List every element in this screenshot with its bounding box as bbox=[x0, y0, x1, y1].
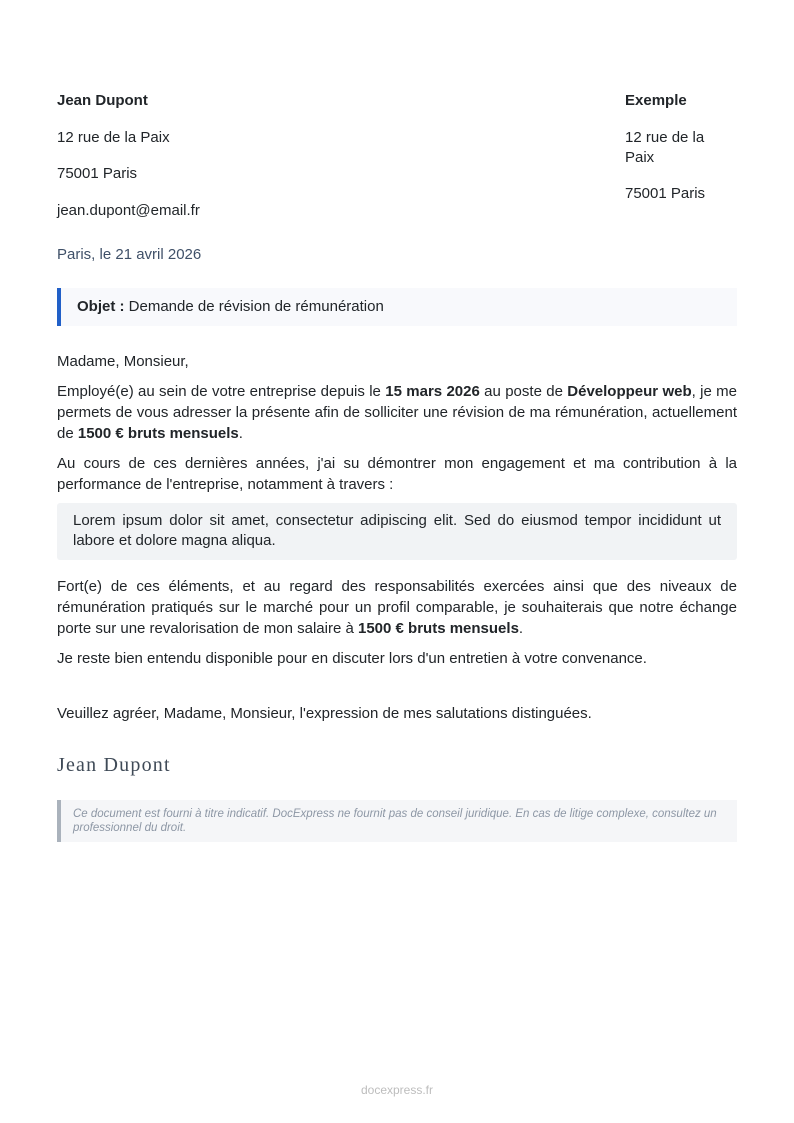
subject-label: Objet : bbox=[77, 297, 129, 315]
paragraph-request bbox=[57, 577, 737, 639]
p3-requested-salary: 1500 € bruts mensuels bbox=[358, 619, 519, 637]
disclaimer-text: Ce document est fourni à titre indicatif. DocExpress ne fournit pas de conseil juridique. En cas de litige complexe, consultez un professionnel du droit. bbox=[73, 807, 717, 834]
p1-job-title: Développeur web bbox=[567, 383, 692, 401]
paragraph-achievements-intro: Au cours de ces dernières années, j'ai su démontrer mon engagement et ma contribution à la performance de l'entreprise, notamment à travers : bbox=[57, 455, 737, 494]
salutation: Madame, Monsieur, bbox=[57, 352, 189, 370]
recipient-address-line1: 12 rue de la Paix bbox=[625, 128, 705, 166]
sender-name: Jean Dupont bbox=[57, 92, 148, 109]
sender-email: jean.dupont@email.fr bbox=[57, 201, 200, 219]
footer-site-label: docexpress.fr bbox=[360, 1083, 434, 1097]
p1-post: . bbox=[238, 424, 243, 442]
letter-header bbox=[57, 0, 737, 221]
subject-text: Demande de révision de rémunération bbox=[128, 297, 384, 315]
p3-post: . bbox=[518, 619, 524, 637]
paragraph-availability: Je reste bien entendu disponible pour en discuter lors d'un entretien à votre convenance. bbox=[57, 650, 647, 668]
closing-formula: Veuillez agréer, Madame, Monsieur, l'expression de mes salutations distinguées. bbox=[57, 704, 592, 722]
p1-mid1: au poste de bbox=[479, 383, 568, 401]
highlight-text: Lorem ipsum dolor sit amet, consectetur adipiscing elit. Sed do eiusmod tempor incididunt ut labore et dolore magna aliqua. bbox=[73, 511, 721, 550]
paragraph-introduction bbox=[57, 382, 737, 444]
disclaimer-box bbox=[57, 800, 737, 842]
p1-current-salary: 1500 € bruts mensuels bbox=[77, 424, 239, 442]
footer bbox=[0, 1083, 794, 1097]
achievements-highlight-box bbox=[57, 503, 737, 560]
p1-start-date: 15 mars 2026 bbox=[385, 383, 480, 401]
recipient-block bbox=[625, 91, 737, 221]
subject-box bbox=[57, 288, 737, 326]
p3-pre: Fort(e) de ces éléments, et au regard des responsabilités exercées ainsi que des niveaux de rémunération pratiqués sur le marché pour un profil comparable, je souhaiterais que notre échange porte sur une revalorisation de mon salaire à bbox=[57, 578, 737, 637]
date-line: Paris, le 21 avril 2026 bbox=[57, 245, 202, 263]
p1-pre: Employé(e) au sein de votre entreprise depuis le bbox=[57, 383, 386, 401]
signature: Jean Dupont bbox=[57, 753, 171, 776]
sender-address-line2: 75001 Paris bbox=[57, 165, 138, 182]
sender-block bbox=[57, 91, 200, 221]
sender-address-line1: 12 rue de la Paix bbox=[57, 128, 170, 146]
recipient-address-line2: 75001 Paris bbox=[625, 185, 706, 202]
recipient-name: Exemple bbox=[625, 92, 687, 109]
p1-mid2: , je me permets de vous adresser la présente afin de solliciter une révision de ma rémunération, actuellement de bbox=[57, 383, 738, 442]
